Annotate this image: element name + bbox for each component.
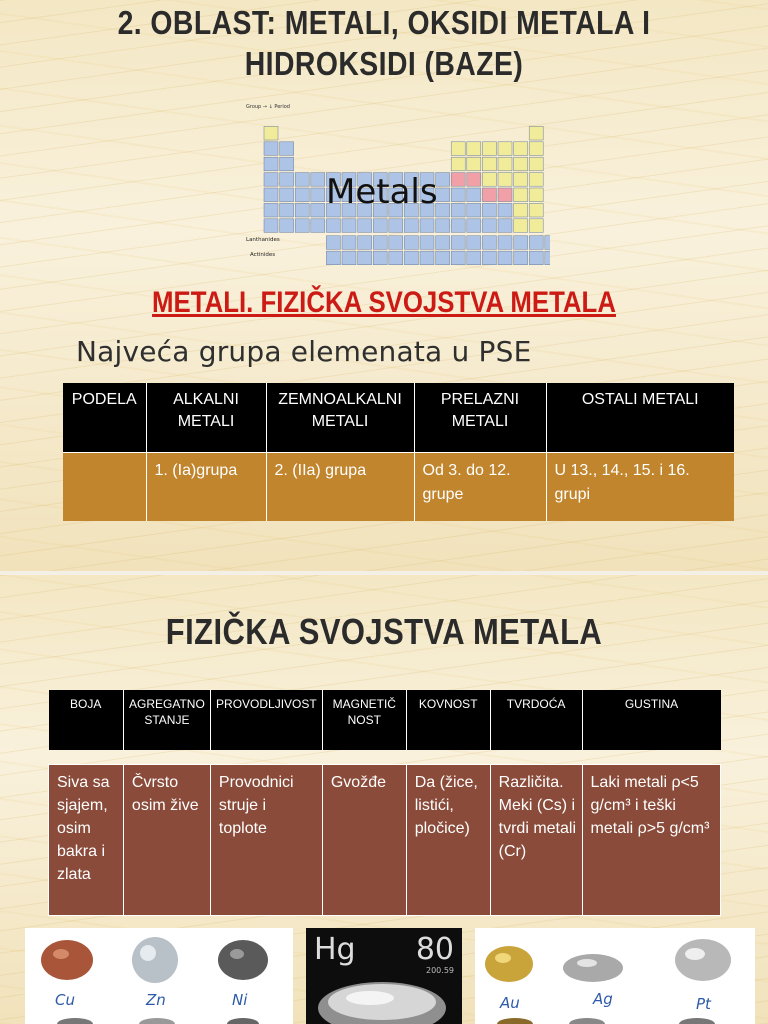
table-gap (49, 750, 721, 765)
periodic-table-cell (451, 173, 465, 187)
lanthanide-cell (373, 236, 387, 250)
lanthanide-cell (420, 236, 434, 250)
actinide-cell (326, 251, 340, 265)
periodic-table-cell (482, 173, 496, 187)
periodic-table-cell (498, 203, 512, 217)
periodic-table-cell (529, 188, 543, 202)
periodic-table-cell (295, 219, 309, 233)
cell-ostali: U 13., 14., 15. i 16. grupi (546, 453, 734, 522)
periodic-table-cell (436, 173, 450, 187)
actinides-label: Actinides (250, 252, 276, 258)
label-pt: Pt (696, 995, 711, 1013)
lanthanide-cell (451, 236, 465, 250)
periodic-table-cell (529, 219, 543, 233)
periodic-table-cell (451, 142, 465, 156)
periodic-table-cell (264, 203, 278, 217)
hg-atomic-mass: 200.59 (426, 966, 454, 975)
periodic-table-cell (467, 188, 481, 202)
header-kovnost: KOVNOST (406, 690, 490, 750)
lanthanide-cell (545, 236, 550, 250)
group-period-label: Group → ↓ Period (246, 104, 290, 110)
periodic-table-image (244, 100, 550, 266)
actinide-cell (545, 251, 550, 265)
table-header-row (63, 383, 734, 453)
lanthanide-cell (529, 236, 543, 250)
periodic-table-cell (529, 142, 543, 156)
periodic-table-cell (482, 203, 496, 217)
lanthanide-cell (498, 236, 512, 250)
actinide-cell (373, 251, 387, 265)
periodic-table-cell (358, 219, 372, 233)
header-agregatno-stanje: AGREGATNO STANJE (123, 690, 210, 750)
periodic-table-cell (295, 203, 309, 217)
table-header-row (49, 690, 721, 750)
lead-text: Najveća grupa elemenata u PSE (76, 335, 532, 368)
lanthanide-cell (467, 236, 481, 250)
periodic-table-cell (264, 173, 278, 187)
header-gustina: GUSTINA (582, 690, 720, 750)
periodic-table-cell (295, 188, 309, 202)
metal-samples-photo-left (25, 928, 293, 1024)
periodic-table-cell (514, 157, 528, 171)
header-podela: PODELA (63, 383, 146, 453)
periodic-table-cell (311, 203, 325, 217)
periodic-table-cell (482, 219, 496, 233)
actinide-cell (467, 251, 481, 265)
header-alkalni-metali: ALKALNI METALI (146, 383, 266, 453)
lanthanide-cell (342, 236, 356, 250)
table-row (63, 453, 734, 522)
header-tvrdoca: TVRDOĆA (490, 690, 582, 750)
mercury-element-tile (306, 928, 462, 1024)
periodic-table-cell (280, 173, 294, 187)
lanthanides-label: Lanthanides (246, 237, 280, 243)
periodic-table-cell (467, 157, 481, 171)
cell-kovnost: Da (žice, listići, pločice) (406, 765, 490, 916)
physical-properties-table (48, 690, 721, 916)
hg-atomic-number: 80 (415, 932, 454, 967)
periodic-table-cell (482, 142, 496, 156)
actinide-cell (451, 251, 465, 265)
metal-classification-table (63, 383, 734, 521)
periodic-table-cell (264, 157, 278, 171)
cell-boja: Siva sa sjajem, osim bakra i zlata (49, 765, 124, 916)
cell-alkalni: 1. (Ia)grupa (146, 453, 266, 522)
header-prelazni-metali: PRELAZNI METALI (414, 383, 546, 453)
lanthanide-cell (404, 236, 418, 250)
periodic-table-cell (498, 219, 512, 233)
periodic-table-cell (451, 157, 465, 171)
periodic-table-cell (514, 203, 528, 217)
actinide-cell (498, 251, 512, 265)
label-cu: Cu (55, 991, 75, 1009)
cell-zemnoalkalni: 2. (IIa) grupa (266, 453, 414, 522)
periodic-table-cell (498, 173, 512, 187)
actinide-cell (482, 251, 496, 265)
periodic-table-cell (373, 219, 387, 233)
lanthanide-cell (436, 236, 450, 250)
periodic-table-cell (280, 188, 294, 202)
periodic-table-cell (482, 188, 496, 202)
periodic-table-cell (280, 142, 294, 156)
periodic-table-cell (529, 126, 543, 140)
periodic-table-cell (498, 142, 512, 156)
lanthanide-cell (514, 236, 528, 250)
periodic-table-cell (311, 173, 325, 187)
periodic-table-cell (451, 188, 465, 202)
slide-title-line-1: 2. OBLAST: METALI, OKSIDI METALA I (117, 4, 651, 41)
cell-agregatno-stanje: Čvrsto osim žive (123, 765, 210, 916)
actinide-cell (389, 251, 403, 265)
periodic-table-cell (451, 219, 465, 233)
periodic-table-cell (529, 157, 543, 171)
periodic-table-cell (467, 142, 481, 156)
label-zn: Zn (146, 991, 166, 1009)
actinide-cell (420, 251, 434, 265)
header-provodljivost: PROVODLJIVOST (210, 690, 322, 750)
periodic-table-cell (389, 219, 403, 233)
actinide-cell (436, 251, 450, 265)
periodic-table-cell (467, 173, 481, 187)
periodic-table-cell (514, 188, 528, 202)
actinide-cell (514, 251, 528, 265)
periodic-table-cell (451, 203, 465, 217)
section-subtitle: METALI. FIZIČKA SVOJSTVA METALA (152, 286, 616, 319)
periodic-table-cell (264, 219, 278, 233)
lanthanide-cell (326, 236, 340, 250)
periodic-table-cell (404, 219, 418, 233)
periodic-table-cell (342, 219, 356, 233)
periodic-table-cell (498, 157, 512, 171)
periodic-table-cell (264, 142, 278, 156)
periodic-table-cell (436, 188, 450, 202)
slide-title: FIZIČKA SVOJSTVA METALA (165, 611, 603, 652)
periodic-table-cell (326, 219, 340, 233)
label-au: Au (500, 994, 520, 1012)
periodic-table-cell (529, 173, 543, 187)
slide-fizicka-svojstva (0, 575, 768, 1024)
header-magneticnost: MAGNETIČ NOST (322, 690, 406, 750)
periodic-table-cell (436, 203, 450, 217)
cell-provodljivost: Provodnici struje i toplote (210, 765, 322, 916)
periodic-table-cell (467, 203, 481, 217)
lanthanide-cell (482, 236, 496, 250)
metal-samples-photo-right (475, 928, 755, 1024)
periodic-table-cell (264, 188, 278, 202)
periodic-table-cell (295, 173, 309, 187)
periodic-table-cell (280, 157, 294, 171)
label-ni: Ni (232, 991, 248, 1009)
periodic-table-cell (514, 142, 528, 156)
periodic-table-cell (529, 203, 543, 217)
periodic-table-cell (264, 126, 278, 140)
header-ostali-metali: OSTALI METALI (546, 383, 734, 453)
periodic-table-cell (514, 173, 528, 187)
periodic-table-cell (420, 219, 434, 233)
metal-samples-left-graphic (25, 928, 293, 1024)
periodic-table-cell (514, 219, 528, 233)
periodic-table-cell (436, 219, 450, 233)
cell-gustina: Laki metali ρ<5 g/cm³ i teški metali ρ>5 g/cm³ (582, 765, 720, 916)
actinide-cell (342, 251, 356, 265)
lanthanide-cell (389, 236, 403, 250)
actinide-cell (529, 251, 543, 265)
cell-magneticnost: Gvožđe (322, 765, 406, 916)
hg-symbol: Hg (314, 932, 356, 967)
table-row (49, 765, 721, 916)
metals-overlay-label: Metals (326, 172, 438, 212)
cell-podela (63, 453, 146, 522)
slide-title (54, 2, 714, 84)
actinide-cell (358, 251, 372, 265)
actinide-cell (404, 251, 418, 265)
periodic-table-cell (311, 219, 325, 233)
periodic-table-cell (467, 219, 481, 233)
header-boja: BOJA (49, 690, 124, 750)
label-ag: Ag (593, 990, 613, 1008)
periodic-table-cell (280, 203, 294, 217)
slide-title-line-2: HIDROKSIDI (BAZE) (244, 45, 524, 82)
periodic-table-cell (311, 188, 325, 202)
header-zemnoalkalni-metali: ZEMNOALKALNI METALI (266, 383, 414, 453)
cell-prelazni: Od 3. do 12. grupe (414, 453, 546, 522)
periodic-table-cell (482, 157, 496, 171)
cell-tvrdoca: Različita. Meki (Cs) i tvrdi metali (Cr) (490, 765, 582, 916)
periodic-table-cell (280, 219, 294, 233)
periodic-table-cell (498, 188, 512, 202)
lanthanide-cell (358, 236, 372, 250)
